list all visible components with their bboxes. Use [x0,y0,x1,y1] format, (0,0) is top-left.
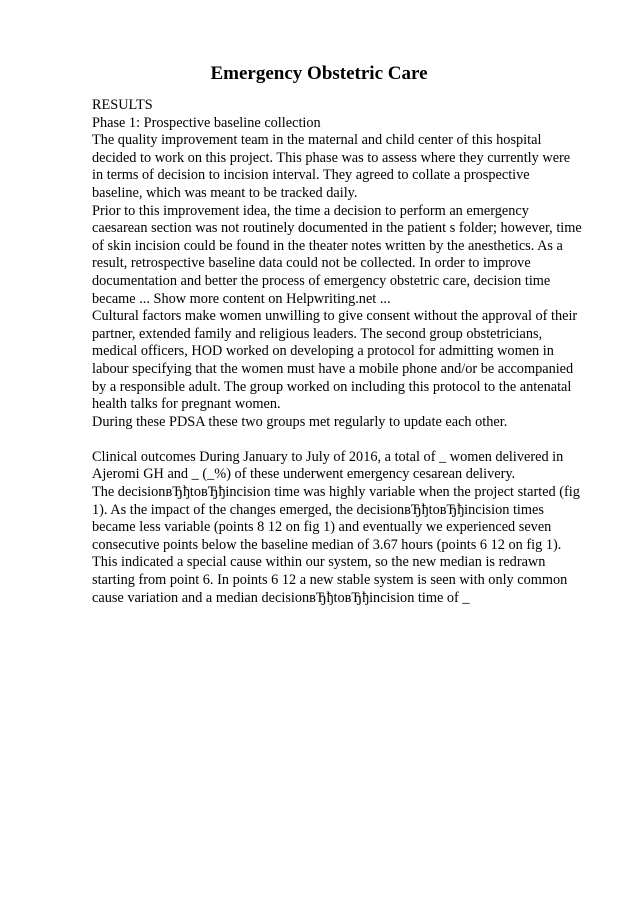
text-line: Ajeromi GH and _ (_%) of these underwent emergency cesarean delivery. [92,466,516,483]
text-line: medical officers, HOD worked on developing a protocol for admitting women in [92,343,554,360]
text-line: decided to work on this project. This phase was to assess where they currently were [92,149,571,166]
text-line: consecutive points below the baseline median of 3.67 hours (points 6 12 on fig 1). [92,536,562,553]
text-line: cause variation and a median decisionвЂђtoвЂђincision time of _ [92,589,470,606]
text-line: in terms of decision to incision interval. They agreed to collate a prospective [92,167,530,184]
text-line: Prior to this improvement idea, the time a decision to perform an emergency [92,202,529,219]
text-line: 1). As the impact of the changes emerged, the decisionвЂђtoвЂђincision times [92,501,544,518]
text-line: The decisionвЂђtoвЂђincision time was highly variable when the project started (fig [92,484,580,501]
document-title: Emergency Obstetric Care [210,63,428,84]
text-line: During these PDSA these two groups met regularly to update each other. [92,413,508,430]
text-line: by a responsible adult. The group worked on including this protocol to the antenatal [92,378,572,395]
text-line: Phase 1: Prospective baseline collection [92,114,321,131]
text-line: became ... Show more content on Helpwriting.net ... [92,290,391,307]
text-line: starting from point 6. In points 6 12 a new stable system is seen with only common [92,572,568,589]
text-line: The quality improvement team in the maternal and child center of this hospital [92,132,542,149]
text-line: result, retrospective baseline data could not be collected. In order to improve [92,255,531,272]
text-line: baseline, which was meant to be tracked daily. [92,184,358,201]
text-line: became less variable (points 8 12 on fig 1) and eventually we experienced seven [92,519,552,536]
text-line: labour specifying that the women must have a mobile phone and/or be accompanied [92,360,574,377]
paragraph-gap [92,431,562,449]
text-line: Cultural factors make women unwilling to give consent without the approval of their [92,308,578,325]
text-line: of skin incision could be found in the theater notes written by the anesthetics. As a [92,237,563,254]
text-line: Clinical outcomes During January to July of 2016, a total of _ women delivered in [92,448,564,465]
text-line: This indicated a special cause within our system, so the new median is redrawn [92,554,546,571]
text-line: partner, extended family and religious leaders. The second group obstetricians, [92,325,543,342]
text-line: documentation and better the process of emergency obstetric care, decision time [92,272,551,289]
text-line: health talks for pregnant women. [92,396,281,413]
text-line: caesarean section was not routinely documented in the patient s folder; however, time [92,220,582,237]
text-line: RESULTS [92,97,153,113]
document-body [92,97,582,607]
